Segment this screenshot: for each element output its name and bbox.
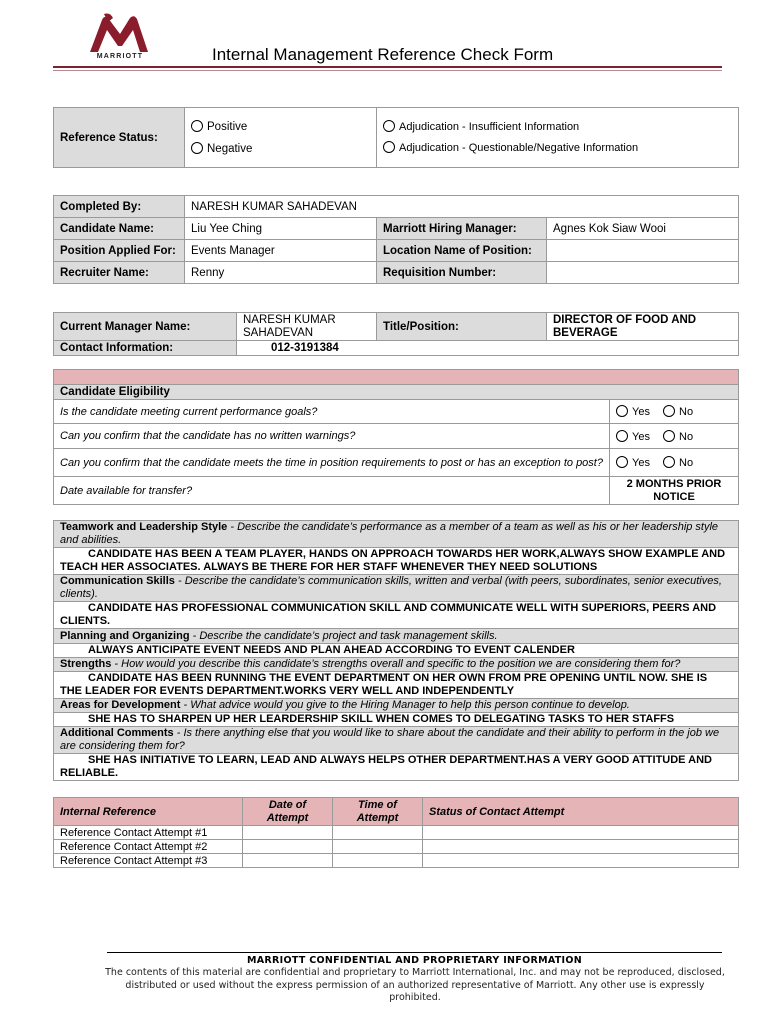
section-strengths-answer[interactable]: CANDIDATE HAS BEEN RUNNING THE EVENT DEPARTMENT ON HER OWN FROM PRE OPENING UNTIL NOW. SHE IS THE LEADER FOR EVENTS DEPARTMENT.WORKS VERY WELL AND INDEPENDENTLY — [54, 672, 739, 699]
footer-disclaimer: The contents of this material are confidential and proprietary to Marriott International, Inc. and may not be reproduced, disclosed, distributed or used without the express permission of an authorized representative of Marriott. Any other use is expressly prohibited. — [105, 967, 725, 1003]
candidate-name-value[interactable]: Liu Yee Ching — [185, 218, 377, 240]
section-comments-prompt: Additional Comments - Is there anything else that you would like to share about the candidate and their ability to perform in the job we are considering them for? — [54, 727, 739, 754]
section-communication-prompt: Communication Skills - Describe the candidate’s communication skills, written and verbal (with peers, subordinates, senior executives, clients). — [54, 575, 739, 602]
eligibility-banner — [54, 370, 739, 385]
hiring-manager-value[interactable]: Agnes Kok Siaw Wooi — [547, 218, 739, 240]
contact-info-label: Contact Information: — [54, 341, 237, 356]
ref-attempt-label: Reference Contact Attempt #1 — [54, 826, 243, 840]
ref-time-cell[interactable] — [333, 826, 423, 840]
ref-status-cell[interactable] — [423, 826, 739, 840]
section-teamwork-answer[interactable]: CANDIDATE HAS BEEN A TEAM PLAYER, HANDS ON APPROACH TOWARDS HER WORK,ALWAYS SHOW EXAMPLE AND TEACH HER ASSOCIATES. ALWAYS BE THERE FOR HER STAFF WHENEVER THEY NEED SOLUTIONS — [54, 548, 739, 575]
eligibility-heading: Candidate Eligibility — [54, 385, 739, 400]
radio-circle-icon — [616, 456, 628, 468]
radio-circle-icon — [663, 405, 675, 417]
radio-yes[interactable]: Yes — [616, 431, 650, 443]
ref-date-cell[interactable] — [243, 826, 333, 840]
location-value[interactable] — [547, 240, 739, 262]
current-manager-label: Current Manager Name: — [54, 313, 237, 341]
location-label: Location Name of Position: — [377, 240, 547, 262]
radio-circle-icon — [191, 142, 203, 154]
position-value[interactable]: Events Manager — [185, 240, 377, 262]
table-row — [54, 826, 739, 840]
table-row — [54, 840, 739, 854]
section-planning-prompt: Planning and Organizing - Describe the candidate’s project and task management skills. — [54, 629, 739, 644]
position-label: Position Applied For: — [54, 240, 185, 262]
eligibility-question-2: Can you confirm that the candidate has no written warnings? — [54, 424, 610, 449]
logo-wordmark: MARRIOTT — [96, 53, 144, 60]
radio-circle-icon — [383, 120, 395, 132]
section-communication-answer[interactable]: CANDIDATE HAS PROFESSIONAL COMMUNICATION SKILL AND COMMUNICATE WELL WITH SUPERIORS, PEERS AND CLIENTS. — [54, 602, 739, 629]
eligibility-question-3: Can you confirm that the candidate meets the time in position requirements to post or has an exception to post? — [54, 449, 610, 477]
title-position-value[interactable]: DIRECTOR OF FOOD AND BEVERAGE — [547, 313, 739, 341]
section-strengths-prompt: Strengths - How would you describe this candidate’s strengths overall and specific to the position we are considering them for? — [54, 658, 739, 672]
eligibility-answer-2 — [610, 424, 739, 449]
ref-status-cell[interactable] — [423, 854, 739, 868]
requisition-value[interactable] — [547, 262, 739, 284]
eligibility-question-1: Is the candidate meeting current performance goals? — [54, 400, 610, 424]
footer-rule — [107, 952, 722, 953]
radio-circle-icon — [663, 456, 675, 468]
current-manager-value[interactable]: NARESH KUMAR SAHADEVAN — [237, 313, 377, 341]
completed-by-value[interactable]: NARESH KUMAR SAHADEVAN — [185, 196, 739, 218]
eligibility-question-4: Date available for transfer? — [54, 477, 610, 505]
ref-header-status: Status of Contact Attempt — [423, 798, 739, 826]
header-rule — [53, 66, 722, 68]
radio-circle-icon — [383, 141, 395, 153]
radio-negative[interactable]: Negative — [191, 138, 370, 160]
reference-status-table — [53, 107, 739, 168]
manager-info-table — [53, 312, 739, 356]
marriott-m-icon — [80, 12, 160, 54]
candidate-info-table — [53, 195, 739, 284]
radio-no[interactable]: No — [663, 431, 693, 443]
contact-info-value[interactable]: 012-3191384 — [237, 341, 739, 356]
eligibility-answer-3 — [610, 449, 739, 477]
section-development-prompt: Areas for Development - What advice would you give to the Hiring Manager to help this person continue to develop. — [54, 699, 739, 713]
internal-reference-table — [53, 797, 739, 868]
ref-header-internal: Internal Reference — [54, 798, 243, 826]
ref-status-cell[interactable] — [423, 840, 739, 854]
ref-time-cell[interactable] — [333, 854, 423, 868]
form-title: Internal Management Reference Check Form — [212, 45, 554, 64]
radio-circle-icon — [663, 430, 675, 442]
ref-time-cell[interactable] — [333, 840, 423, 854]
marriott-logo — [80, 12, 160, 68]
narrative-sections-table — [53, 520, 739, 781]
radio-no[interactable]: No — [663, 406, 693, 418]
footer-heading: MARRIOTT CONFIDENTIAL AND PROPRIETARY INFORMATION — [246, 955, 582, 966]
eligibility-answer-1 — [610, 400, 739, 424]
ref-date-cell[interactable] — [243, 854, 333, 868]
completed-by-label: Completed By: — [54, 196, 185, 218]
header-rule-thin — [53, 70, 722, 71]
section-planning-answer[interactable]: ALWAYS ANTICIPATE EVENT NEEDS AND PLAN AHEAD ACCORDING TO EVENT CALENDER — [54, 644, 739, 658]
eligibility-table — [53, 369, 739, 505]
radio-adjudication-insufficient[interactable]: Adjudication - Insufficient Information — [383, 117, 732, 138]
title-position-label: Title/Position: — [377, 313, 547, 341]
ref-attempt-label: Reference Contact Attempt #3 — [54, 854, 243, 868]
requisition-label: Requisition Number: — [377, 262, 547, 284]
section-teamwork-prompt: Teamwork and Leadership Style - Describe the candidate’s performance as a member of a team as well as his or her leadership style and abilities. — [54, 521, 739, 548]
radio-no[interactable]: No — [663, 457, 693, 469]
section-comments-answer[interactable]: SHE HAS INITIATIVE TO LEARN, LEAD AND ALWAYS HELPS OTHER DEPARTMENT.HAS A VERY GOOD ATTITUDE AND RELIABLE. — [54, 754, 739, 781]
ref-attempt-label: Reference Contact Attempt #2 — [54, 840, 243, 854]
recruiter-value[interactable]: Renny — [185, 262, 377, 284]
ref-header-time: Time of Attempt — [333, 798, 423, 826]
candidate-name-label: Candidate Name: — [54, 218, 185, 240]
radio-circle-icon — [616, 405, 628, 417]
radio-adjudication-questionable[interactable]: Adjudication - Questionable/Negative Information — [383, 138, 732, 159]
hiring-manager-label: Marriott Hiring Manager: — [377, 218, 547, 240]
section-development-answer[interactable]: SHE HAS TO SHARPEN UP HER LEARDERSHIP SKILL WHEN COMES TO DELEGATING TASKS TO HER STAFFS — [54, 713, 739, 727]
ref-date-cell[interactable] — [243, 840, 333, 854]
ref-header-date: Date of Attempt — [243, 798, 333, 826]
radio-yes[interactable]: Yes — [616, 406, 650, 418]
radio-circle-icon — [616, 430, 628, 442]
radio-positive[interactable]: Positive — [191, 116, 370, 138]
table-row — [54, 854, 739, 868]
radio-circle-icon — [191, 120, 203, 132]
reference-status-label: Reference Status: — [54, 108, 185, 168]
transfer-date-value[interactable]: 2 MONTHS PRIOR NOTICE — [610, 477, 739, 505]
radio-yes[interactable]: Yes — [616, 457, 650, 469]
recruiter-label: Recruiter Name: — [54, 262, 185, 284]
